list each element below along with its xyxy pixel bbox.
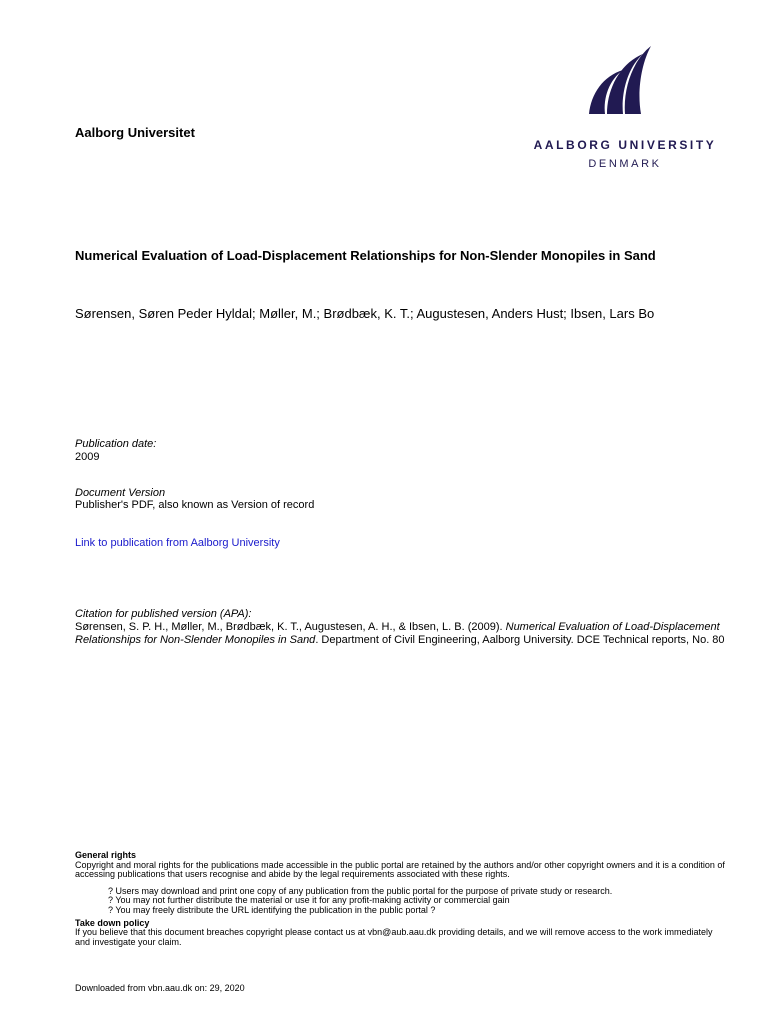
citation-title: Numerical Evaluation of Load-Displacement Relationships for Non-Slender Monopiles in Sand <box>75 621 720 646</box>
rights-bullet: ? You may freely distribute the URL identifying the publication in the public portal ? <box>108 904 436 915</box>
general-rights-text: Copyright and moral rights for the publications made accessible in the public portal are retained by the authors and/or other copyright owners and it is a condition of accessing publications that users recognise and abide by the legal requirements associated with these rights. <box>75 859 725 880</box>
document-version: Publisher's PDF, also known as Version of record <box>75 499 315 511</box>
rights-bullet: ? Users may download and print one copy of any publication from the public portal for the purpose of private study or research. <box>108 885 613 896</box>
general-rights-heading: General rights <box>75 850 137 860</box>
rights-bullets <box>75 887 725 916</box>
citation-text <box>75 621 725 647</box>
institution-name: Aalborg Universitet <box>75 125 195 140</box>
publication-title: Numerical Evaluation of Load-Displacement Relationships for Non-Slender Monopiles in Sand <box>75 248 656 263</box>
citation-label: Citation for published version (APA): <box>75 608 252 620</box>
citation-rest: . Department of Civil Engineering, Aalborg University. DCE Technical reports, No. 80 <box>315 634 725 646</box>
publication-authors: Sørensen, Søren Peder Hyldal; Møller, M.; Brødbæk, K. T.; Augustesen, Anders Hust; Ibsen, Lars Bo <box>75 306 655 321</box>
rights-bullet: ? You may not further distribute the material or use it for any profit-making activity or commercial gain <box>108 895 510 906</box>
download-note: Downloaded from vbn.aau.dk on: 29, 2020 <box>75 983 245 993</box>
publication-link[interactable]: Link to publication from Aalborg University <box>75 537 280 549</box>
publication-date: 2009 <box>75 451 100 463</box>
rights-section <box>75 851 725 947</box>
logo-country: DENMARK <box>588 158 662 170</box>
takedown-text: If you believe that this document breaches copyright please contact us at vbn@aub.aau.dk providing details, and we will remove access to the work immediately and investigate your claim. <box>75 927 713 947</box>
aalborg-waves-logo-icon <box>583 44 655 116</box>
publication-date-label: Publication date: <box>75 438 157 450</box>
document-version-label: Document Version <box>75 487 166 499</box>
logo-wordmark: AALBORG UNIVERSITY <box>533 138 717 152</box>
citation-authors-year: Sørensen, S. P. H., Møller, M., Brødbæk, K. T., Augustesen, A. H., & Ibsen, L. B. (2009). <box>75 621 506 633</box>
takedown-heading: Take down policy <box>75 917 150 928</box>
